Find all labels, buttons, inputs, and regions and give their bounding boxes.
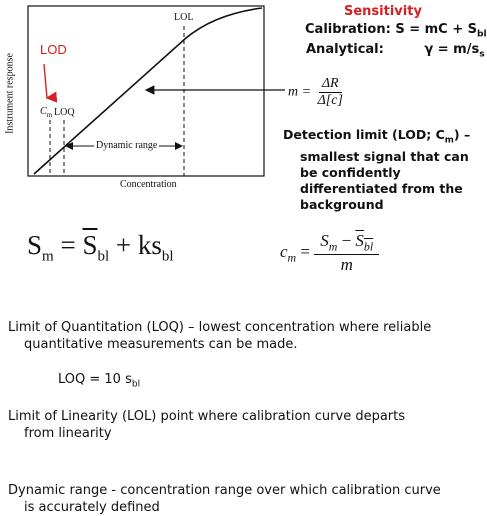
loq-definition: Limit of Quantitation (LOQ) – lowest concentration where reliable quantitative measurements can be made. — [8, 320, 432, 352]
lod-label: LOD — [40, 42, 67, 57]
lol-definition: Limit of Linearity (LOL) point where calibration curve departs from linearity — [8, 409, 406, 441]
cm-label: $C_m$ — [40, 106, 53, 119]
analytical-equation: $\gamma = m/s_s$ — [424, 42, 485, 60]
dynamic-range-label: Dynamic range — [96, 140, 158, 151]
dynamic-range-definition: Dynamic range - concentration range over which calibration curve is accurately defined — [8, 483, 441, 515]
analytical-label: Analytical: — [306, 42, 384, 57]
calibration-graph-svg — [0, 0, 280, 200]
calibration-row — [305, 22, 487, 40]
detection-limit-definition: Detection limit (LOD; $C_m$) – smallest signal that can be confidently differentiated from the background — [283, 127, 471, 212]
x-axis-label: Concentration — [120, 179, 177, 190]
sensitivity-title: Sensitivity — [344, 4, 422, 19]
lod-arrow — [44, 64, 47, 98]
calibration-graph — [0, 0, 280, 200]
y-axis-label: Instrument response — [4, 53, 16, 134]
analytical-row — [306, 42, 485, 60]
slope-formula: m = $\frac{\Delta R}{\Delta[c]}$ — [288, 76, 343, 108]
calibration-label: Calibration: — [305, 22, 391, 37]
slope-arrow — [140, 80, 290, 100]
calibration-equation: S = mC + $S_{bl}$ — [395, 22, 487, 40]
sm-formula: $S_m = \overline{S}_{bl} + ks_{bl}$ — [27, 230, 174, 265]
lol-label: LOL — [174, 12, 194, 23]
loq-label: LOQ — [54, 107, 75, 118]
loq-equation: LOQ = 10 $s_{bl}$ — [58, 372, 141, 390]
cm-formula: $c_m$ = $\frac{S_m - \overline{S}_{\overline{bl}}}{m}$ — [280, 231, 379, 275]
